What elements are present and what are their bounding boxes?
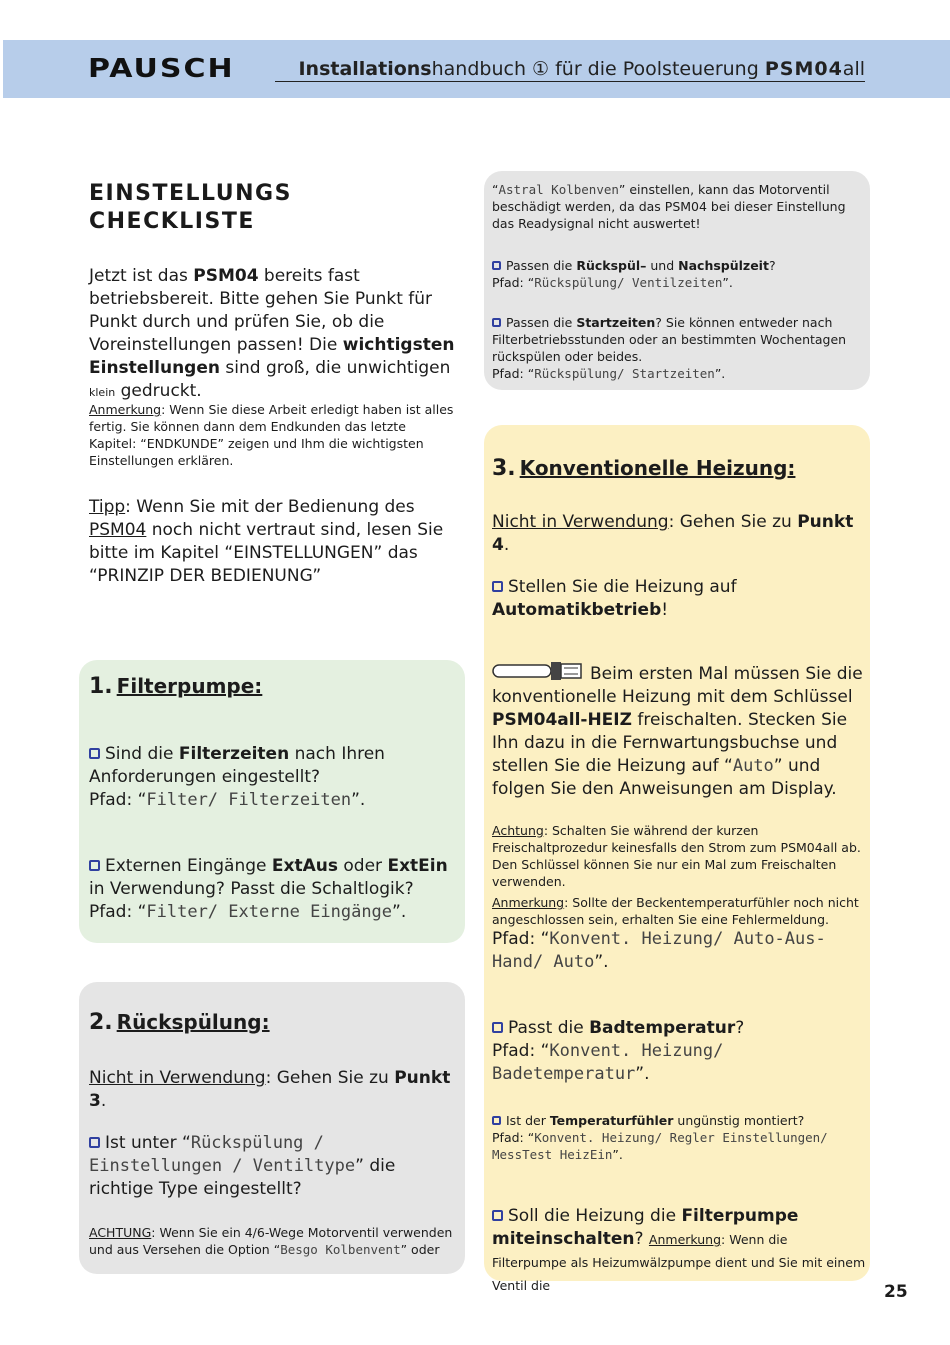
filterpumpe-item-2 bbox=[89, 855, 461, 924]
item-text: nach Ihren Anforderungen eingestellt? bbox=[89, 744, 385, 787]
checkbox-icon[interactable] bbox=[492, 1210, 503, 1221]
continuation-item-2 bbox=[492, 314, 864, 382]
item-bold: Rückspül– bbox=[576, 258, 647, 273]
heizung-note bbox=[492, 894, 866, 974]
unused-end: . bbox=[100, 1091, 107, 1111]
path-end: ”. bbox=[594, 952, 609, 972]
intro-bold-2: wichtigsten Einstellungen bbox=[89, 335, 455, 378]
unused-text: : Gehen Sie zu bbox=[265, 1068, 395, 1088]
item-text: Soll die Heizung die bbox=[508, 1206, 682, 1226]
usb-key-icon bbox=[492, 660, 586, 682]
brand-logo: PAUSCH bbox=[88, 54, 235, 84]
filterpumpe-number: 1. bbox=[89, 674, 113, 699]
rueckspuelung-continuation-box bbox=[484, 171, 870, 390]
checkbox-icon[interactable] bbox=[492, 1022, 503, 1033]
unused-bold: Punkt 3 bbox=[89, 1068, 451, 1111]
section-heading-line2: CHECKLISTE bbox=[89, 209, 255, 234]
rueckspuelung-title: Rückspülung: bbox=[116, 1010, 270, 1034]
path-end: ”. bbox=[612, 1147, 623, 1162]
item-text: in Verwendung? Passt die Schaltlogik? bbox=[89, 879, 414, 899]
unused-end: . bbox=[503, 535, 510, 555]
intro-bold-1: PSM04 bbox=[193, 266, 259, 286]
rueckspuelung-unused bbox=[89, 1067, 461, 1113]
rueckspuelung-box bbox=[79, 982, 465, 1274]
path-label: Pfad: “ bbox=[492, 366, 535, 381]
heizung-box bbox=[484, 425, 870, 1293]
rueckspuelung-number: 2. bbox=[89, 1010, 113, 1035]
continuation-item-1 bbox=[492, 257, 864, 291]
heizung-item-1 bbox=[492, 576, 857, 622]
heizung-item-3 bbox=[492, 1112, 866, 1163]
path-label: Pfad: “ bbox=[492, 929, 550, 949]
intro-text-2: bereits fast betriebsbereit. Bitte gehen Sie Punkt für Punkt durch und prüfen Sie, ob die Voreinstellungen passen! Die bbox=[89, 266, 433, 355]
menu-path: Besgo Kolbenvent bbox=[280, 1242, 401, 1257]
intro-paragraph bbox=[89, 265, 459, 404]
item-bold: ExtEin bbox=[387, 856, 448, 876]
item-bold: Automatikbetrieb bbox=[492, 600, 662, 620]
path-end: ”. bbox=[635, 1064, 650, 1084]
warning-label: Achtung bbox=[492, 823, 544, 838]
item-bold: Temperaturfühler bbox=[549, 1113, 674, 1128]
heizung-unused bbox=[492, 511, 864, 557]
warning-text: : Schalten Sie während der kurzen Freischaltprozedur keinesfalls den Strom zum PSM04all ab. Den Schlüssel können Sie nur ein Mal zum Freischalten verwenden. bbox=[492, 823, 861, 889]
item-text: und bbox=[646, 258, 679, 273]
path-end: ”. bbox=[714, 366, 726, 381]
header-model-suffix: all bbox=[842, 58, 865, 80]
note-paragraph bbox=[89, 401, 454, 469]
menu-path: Auto bbox=[732, 756, 774, 776]
warning-label: ACHTUNG bbox=[89, 1225, 152, 1240]
intro-small: klein bbox=[89, 386, 116, 399]
item-text: ungünstig montiert? bbox=[673, 1113, 805, 1128]
item-text: Stellen Sie die Heizung auf bbox=[508, 577, 737, 597]
filterpumpe-title: Filterpumpe: bbox=[116, 674, 263, 698]
menu-path: Filter/ Filterzeiten bbox=[146, 790, 352, 810]
item-text: ? bbox=[768, 258, 776, 273]
heizung-title: Konventionelle Heizung: bbox=[519, 456, 796, 480]
path-label: Pfad: “ bbox=[89, 790, 147, 810]
heizung-number: 3. bbox=[492, 456, 516, 481]
filterpumpe-item-1 bbox=[89, 743, 459, 812]
intro-text-4: gedruckt. bbox=[115, 381, 202, 401]
header-model: PSM04 bbox=[764, 58, 843, 80]
checkbox-icon[interactable] bbox=[89, 748, 100, 759]
item-bold: Filterzeiten bbox=[178, 744, 290, 764]
checkbox-icon[interactable] bbox=[492, 318, 501, 327]
heizung-warning bbox=[492, 822, 866, 890]
path-label: Pfad: “ bbox=[492, 1041, 550, 1061]
path-end: ”. bbox=[351, 790, 366, 810]
rueckspuelung-item-1 bbox=[89, 1132, 439, 1201]
section-heading bbox=[89, 180, 292, 236]
tip-paragraph bbox=[89, 496, 464, 588]
unused-text: : Gehen Sie zu bbox=[668, 512, 798, 532]
item-text: ? bbox=[735, 1018, 745, 1038]
item-bold: ExtAus bbox=[271, 856, 338, 876]
header-title-rest: handbuch ① für die Poolsteuerung bbox=[431, 58, 765, 80]
note-text: : Wenn Sie diese Arbeit erledigt haben ist alles fertig. Sie können dann dem Endkunden das letzte Kapitel: “ENDKUNDE” zeigen und Ihm die wichtigsten Einstellungen erklären. bbox=[89, 402, 454, 468]
intro-text-3: sind groß, die unwichtigen bbox=[219, 358, 451, 378]
item-text: Passen die bbox=[506, 258, 577, 273]
note-text: : Wenn die Filterpumpe als Heizumwälzpumpe dient und Sie mit einem Ventil die bbox=[492, 1232, 866, 1293]
checkbox-icon[interactable] bbox=[89, 860, 100, 871]
tip-model: PSM04 bbox=[89, 520, 147, 540]
item-bold: Nachspülzeit bbox=[678, 258, 769, 273]
note-text: : Sollte der Beckentemperaturfühler noch nicht angeschlossen sein, erhalten Sie eine Fehlermeldung. bbox=[492, 895, 859, 927]
tip-label: Tipp bbox=[89, 497, 126, 517]
menu-path: Konvent. Heizung/ Regler Einstellungen/ MessTest HeizEin bbox=[492, 1130, 828, 1162]
rueckspuelung-warning bbox=[89, 1224, 459, 1258]
menu-path: Rückspülung / Einstellungen / Ventiltype bbox=[89, 1133, 356, 1176]
key-text: freischalten. Stecken Sie Ihn dazu in die Fernwartungsbuchse und stellen Sie die Heizung auf “ bbox=[492, 710, 848, 776]
key-text: ” und folgen Sie den Anweisungen am Display. bbox=[492, 756, 837, 799]
tip-text-2: noch nicht vertraut sind, lesen Sie bitte im Kapitel “EINSTELLUNGEN” das “PRINZIP DER BEDIENUNG” bbox=[89, 520, 444, 586]
item-bold: Badtemperatur bbox=[589, 1018, 736, 1038]
unused-label: Nicht in Verwendung bbox=[492, 512, 669, 532]
intro-text-1: Jetzt ist das bbox=[89, 266, 194, 286]
menu-path: Konvent. Heizung/ Auto-Aus-Hand/ Auto bbox=[492, 929, 826, 972]
item-bold: Startzeiten bbox=[576, 315, 656, 330]
checkbox-icon[interactable] bbox=[492, 261, 501, 270]
page-number: 25 bbox=[884, 1282, 908, 1302]
path-label: Pfad: “ bbox=[492, 275, 535, 290]
key-text: Beim ersten Mal müssen Sie die konventionelle Heizung mit dem Schlüssel bbox=[492, 664, 863, 707]
filterpumpe-heading bbox=[89, 674, 262, 699]
item-text: Sind die bbox=[105, 744, 179, 764]
note-label: Anmerkung bbox=[89, 402, 162, 417]
item-text: ? bbox=[634, 1229, 649, 1249]
path-end: ”. bbox=[722, 275, 733, 290]
heizung-item-2 bbox=[492, 1017, 860, 1086]
item-text: Passt die bbox=[508, 1018, 590, 1038]
item-text: ! bbox=[661, 600, 669, 620]
unused-label: Nicht in Verwendung bbox=[89, 1068, 266, 1088]
tip-text-1: : Wenn Sie mit der Bedienung des bbox=[125, 497, 415, 517]
menu-path: Rückspülung/ Ventilzeiten bbox=[534, 275, 723, 290]
key-bold: PSM04all-HEIZ bbox=[492, 710, 632, 730]
continuation-body: ” einstellen, kann das Motorventil beschädigt werden, da das PSM04 bei dieser Einstellung das Readysignal nicht auswertet! bbox=[492, 182, 846, 231]
filterpumpe-box bbox=[79, 660, 465, 943]
note-label: Anmerkung bbox=[492, 895, 565, 910]
item-text: oder bbox=[338, 856, 388, 876]
checkbox-icon[interactable] bbox=[492, 1116, 501, 1125]
menu-path: Konvent. Heizung/ Badetemperatur bbox=[492, 1041, 724, 1084]
item-text: Externen Eingänge bbox=[105, 856, 272, 876]
heizung-heading bbox=[492, 456, 795, 481]
item-bold: Filterpumpe miteinschalten bbox=[492, 1206, 799, 1249]
path-label: Pfad: “ bbox=[492, 1130, 535, 1145]
continuation-text: “Astral Kolbenven” einstellen, kann das Motorventil beschädigt werden, da das PSM04 bei dieser Einstellung das Readysignal nicht auswertet! bbox=[492, 182, 846, 231]
note-label: Anmerkung bbox=[648, 1232, 722, 1247]
menu-path: Astral Kolbenven bbox=[498, 182, 619, 197]
warning-text: : Wenn Sie ein 4/6-Wege Motorventil verwenden und aus Versehen die Option “ bbox=[89, 1225, 453, 1257]
heizung-key-paragraph bbox=[492, 660, 866, 801]
item-text: Ist der bbox=[506, 1113, 550, 1128]
header-title bbox=[275, 58, 865, 82]
item-text: Ist unter “ bbox=[105, 1133, 191, 1153]
item-text: ? Sie können entweder nach Filterbetriebsstunden oder an bestimmten Wochentagen rückspülen oder beides. bbox=[492, 315, 847, 364]
checkbox-icon[interactable] bbox=[89, 1137, 100, 1148]
item-text: Passen die bbox=[506, 315, 577, 330]
item-text: ” die richtige Type eingestellt? bbox=[89, 1156, 396, 1199]
section-heading-line1: EINSTELLUNGS bbox=[89, 181, 292, 206]
unused-bold: Punkt 4 bbox=[492, 512, 854, 555]
checkbox-icon[interactable] bbox=[492, 581, 503, 592]
path-label: Pfad: “ bbox=[89, 902, 147, 922]
path-end: ”. bbox=[392, 902, 407, 922]
warning-end: ” oder bbox=[400, 1242, 440, 1257]
menu-path: Filter/ Externe Eingänge bbox=[146, 902, 393, 922]
header-title-bold: Installations bbox=[298, 58, 432, 80]
rueckspuelung-heading bbox=[89, 1010, 270, 1035]
menu-path: Rückspülung/ Startzeiten bbox=[534, 366, 715, 381]
heizung-item-4 bbox=[492, 1205, 866, 1297]
